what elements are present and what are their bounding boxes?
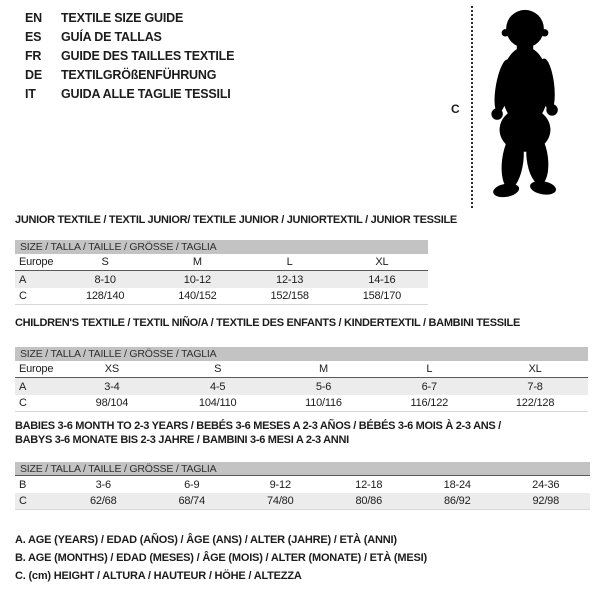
- table-cell: L: [286, 256, 293, 268]
- table-cell: 24-36: [532, 478, 560, 491]
- section-heading-line: BABIES 3-6 MONTH TO 2-3 YEARS / BEBÉS 3-6 MESES A 2-3 AÑOS / BÉBÉS 3-6 MOIS À 2-3 ANS /: [15, 420, 501, 432]
- table-cell: 104/110: [198, 397, 237, 409]
- row-label: A: [19, 380, 27, 393]
- table-cell: XL: [528, 363, 542, 375]
- language-row: [25, 27, 234, 46]
- table-row: [15, 288, 428, 305]
- language-title: TEXTILGRÖßENFÜHRUNG: [61, 67, 217, 82]
- height-dotted-line: [471, 6, 473, 208]
- table-cell: 12-13: [276, 273, 304, 286]
- table-cell: 6-7: [421, 380, 437, 393]
- table-cell: 4-5: [210, 380, 226, 393]
- table-cell: 10-12: [183, 273, 211, 286]
- table-cell: 3-4: [104, 380, 120, 393]
- size-bar: SIZE / TALLA / TAILLE / GRÖSSE / TAGLIA: [15, 462, 590, 476]
- table-cell: 140/152: [178, 290, 217, 302]
- language-code: ES: [25, 29, 42, 44]
- size-table: [15, 240, 428, 305]
- section-heading-line: JUNIOR TEXTILE / TEXTIL JUNIOR/ TEXTILE JUNIOR / JUNIORTEXTIL / JUNIOR TESSILE: [15, 214, 457, 226]
- table-cell: 74/80: [266, 495, 294, 507]
- row-label: B: [19, 478, 27, 491]
- height-label-c: C: [451, 102, 460, 116]
- section-heading-line: BABYS 3-6 MONATE BIS 2-3 JAHRE / BAMBINI 3-6 MESI A 2-3 ANNI: [15, 434, 349, 446]
- table-cell: 152/158: [270, 290, 309, 302]
- language-code: IT: [25, 86, 36, 101]
- table-cell: 122/128: [515, 397, 555, 409]
- table-cell: 110/116: [305, 397, 342, 409]
- row-label: Europe: [19, 363, 54, 375]
- table-row: [15, 395, 588, 412]
- table-cell: 6-9: [184, 478, 200, 491]
- language-title: TEXTILE SIZE GUIDE: [61, 10, 184, 25]
- row-label: C: [19, 397, 27, 409]
- table-cell: 9-12: [269, 478, 291, 491]
- row-label: C: [19, 290, 27, 302]
- table-cell: 128/140: [85, 290, 125, 302]
- section-heading-line: CHILDREN'S TEXTILE / TEXTIL NIÑO/A / TEXTILE DES ENFANTS / KINDERTEXTIL / BAMBINI TESSILE: [15, 317, 520, 329]
- table-cell: L: [426, 363, 433, 375]
- section-heading: [15, 316, 588, 330]
- language-row: [25, 46, 234, 65]
- table-cell: M: [319, 363, 328, 375]
- table-row: [15, 493, 590, 510]
- table-cell: XS: [104, 363, 120, 375]
- language-code: FR: [25, 48, 42, 63]
- table-cell: 12-18: [355, 478, 383, 491]
- section-heading: [15, 419, 590, 447]
- table-cell: 18-24: [443, 478, 471, 491]
- size-section-children: [15, 316, 588, 412]
- legend-line: C. (cm) HEIGHT / ALTURA / HAUTEUR / HÖHE / ALTEZZA: [15, 570, 302, 582]
- table-cell: 92/98: [532, 495, 560, 507]
- row-label: Europe: [19, 256, 54, 268]
- table-row: [15, 271, 428, 288]
- size-bar: SIZE / TALLA / TAILLE / GRÖSSE / TAGLIA: [15, 240, 428, 254]
- language-list: [25, 8, 234, 103]
- row-label: A: [19, 273, 27, 286]
- baby-silhouette-icon: [484, 6, 566, 204]
- table-cell: 86/92: [443, 495, 471, 507]
- language-code: EN: [25, 10, 42, 25]
- size-table: [15, 462, 590, 510]
- size-section-babies: [15, 419, 590, 510]
- table-row: [15, 361, 588, 378]
- table-cell: 14-16: [368, 273, 396, 286]
- table-cell: 5-6: [315, 380, 332, 393]
- legend: [15, 531, 427, 585]
- table-cell: 80/86: [355, 495, 383, 507]
- table-row: [15, 254, 428, 271]
- table-cell: 62/68: [89, 495, 117, 507]
- table-cell: 3-6: [95, 478, 111, 491]
- table-cell: 68/74: [178, 495, 206, 507]
- language-row: [25, 84, 234, 103]
- size-table: [15, 347, 588, 412]
- table-row: [15, 378, 588, 395]
- language-title: GUIDE DES TAILLES TEXTILE: [61, 48, 235, 63]
- size-bar: SIZE / TALLA / TAILLE / GRÖSSE / TAGLIA: [15, 347, 588, 361]
- table-cell: S: [214, 363, 222, 375]
- language-code: DE: [25, 67, 42, 82]
- table-row: [15, 476, 590, 493]
- legend-line: A. AGE (YEARS) / EDAD (AÑOS) / ÂGE (ANS) / ALTER (JAHRE) / ETÀ (ANNI): [15, 534, 397, 546]
- table-cell: 158/170: [362, 290, 402, 302]
- language-title: GUÍA DE TALLAS: [61, 29, 162, 44]
- table-cell: 98/104: [95, 397, 129, 409]
- section-heading: [15, 213, 457, 227]
- language-row: [25, 65, 234, 84]
- table-cell: 8-10: [94, 273, 116, 286]
- table-cell: 116/122: [410, 397, 449, 409]
- size-section-junior: [15, 213, 457, 305]
- table-cell: XL: [375, 256, 389, 268]
- row-label: C: [19, 495, 27, 507]
- language-title: GUIDA ALLE TAGLIE TESSILI: [61, 86, 231, 101]
- table-cell: 7-8: [527, 380, 543, 393]
- legend-line: B. AGE (MONTHS) / EDAD (MESES) / ÂGE (MOIS) / ALTER (MONATE) / ETÀ (MESI): [15, 552, 427, 564]
- table-cell: S: [101, 256, 109, 268]
- language-row: [25, 8, 234, 27]
- table-cell: M: [192, 256, 202, 268]
